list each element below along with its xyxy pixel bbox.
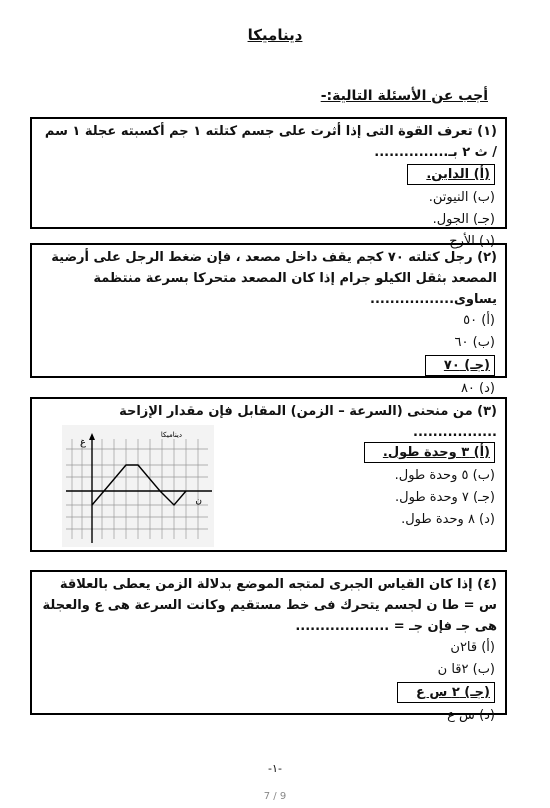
y-axis-label: ع (80, 437, 86, 448)
page-title: ديناميكا (247, 26, 303, 44)
page-number: -١- (268, 762, 282, 775)
question-3-option-a-correct: (أ) ٣ وحدة طول. (364, 442, 495, 463)
question-3-options (257, 441, 497, 531)
instructions-heading: أجب عن الأسئلة التالية:- (320, 88, 488, 104)
question-1-box (30, 117, 507, 249)
question-2-option-a: (أ) ٥٠ (463, 313, 495, 328)
question-2-option-d: (د) ٨٠ (460, 381, 495, 396)
question-2-box (30, 243, 507, 396)
question-2-option-c-correct: (جـ) ٧٠ (425, 355, 495, 376)
question-3-box (30, 397, 507, 552)
question-4-stem: (٤) إذا كان القياس الجبرى لمتجه الموضع بدلالة الزمن يعطى بالعلاقة س = طا ن لجسم يتحرك فى خط مستقيم وكانت السرعة هى ع والعجلة هى جـ فإن جـ = ................... (42, 577, 497, 634)
graph-corner-text: ديناميكا (160, 431, 182, 439)
x-axis-label: ن (195, 496, 202, 506)
question-3-option-c: (جـ) ٧ وحدة طول. (395, 490, 495, 505)
question-1-option-a-correct: (أ) الداين. (407, 164, 495, 185)
question-4-box (30, 570, 507, 723)
question-4-option-c-correct: (جـ) ٢ س ع (397, 682, 495, 703)
question-3-stem: (٣) من منحنى (السرعة – الزمن) المقابل فإن مقدار الإزاحة ................. (119, 404, 497, 440)
question-2-stem: (٢) رجل كتلته ٧٠ كجم يقف داخل مصعد ، فإن ضغط الرجل على أرضية المصعد بثقل الكيلو جرام إذا كان المصعد متحركا بسرعة منتظمة يساوى................. (51, 250, 497, 307)
question-1-stem: (١) تعرف القوة التى إذا أثرت على جسم كتلته ١ جم أكسبته عجلة ١ سم / ث ٢ بـ............... (44, 124, 497, 160)
question-4-option-a: (أ) قا٢ن (450, 640, 495, 655)
question-1-option-b: (ب) النيوتن. (428, 190, 495, 205)
question-3-option-b: (ب) ٥ وحدة طول. (394, 468, 495, 483)
question-1-option-d: (د) الأرج. (445, 234, 495, 249)
question-4-option-b: (ب) ٢قا ن (437, 662, 495, 677)
question-1-option-c: (جـ) الجول. (432, 212, 495, 227)
velocity-time-graph (62, 425, 214, 547)
question-2-option-b: (ب) ٦٠ (454, 335, 495, 350)
question-3-option-d: (د) ٨ وحدة طول. (401, 512, 495, 527)
page-footer: 7 / 9 (263, 791, 287, 802)
question-4-option-d: (د) س ع (447, 708, 495, 723)
